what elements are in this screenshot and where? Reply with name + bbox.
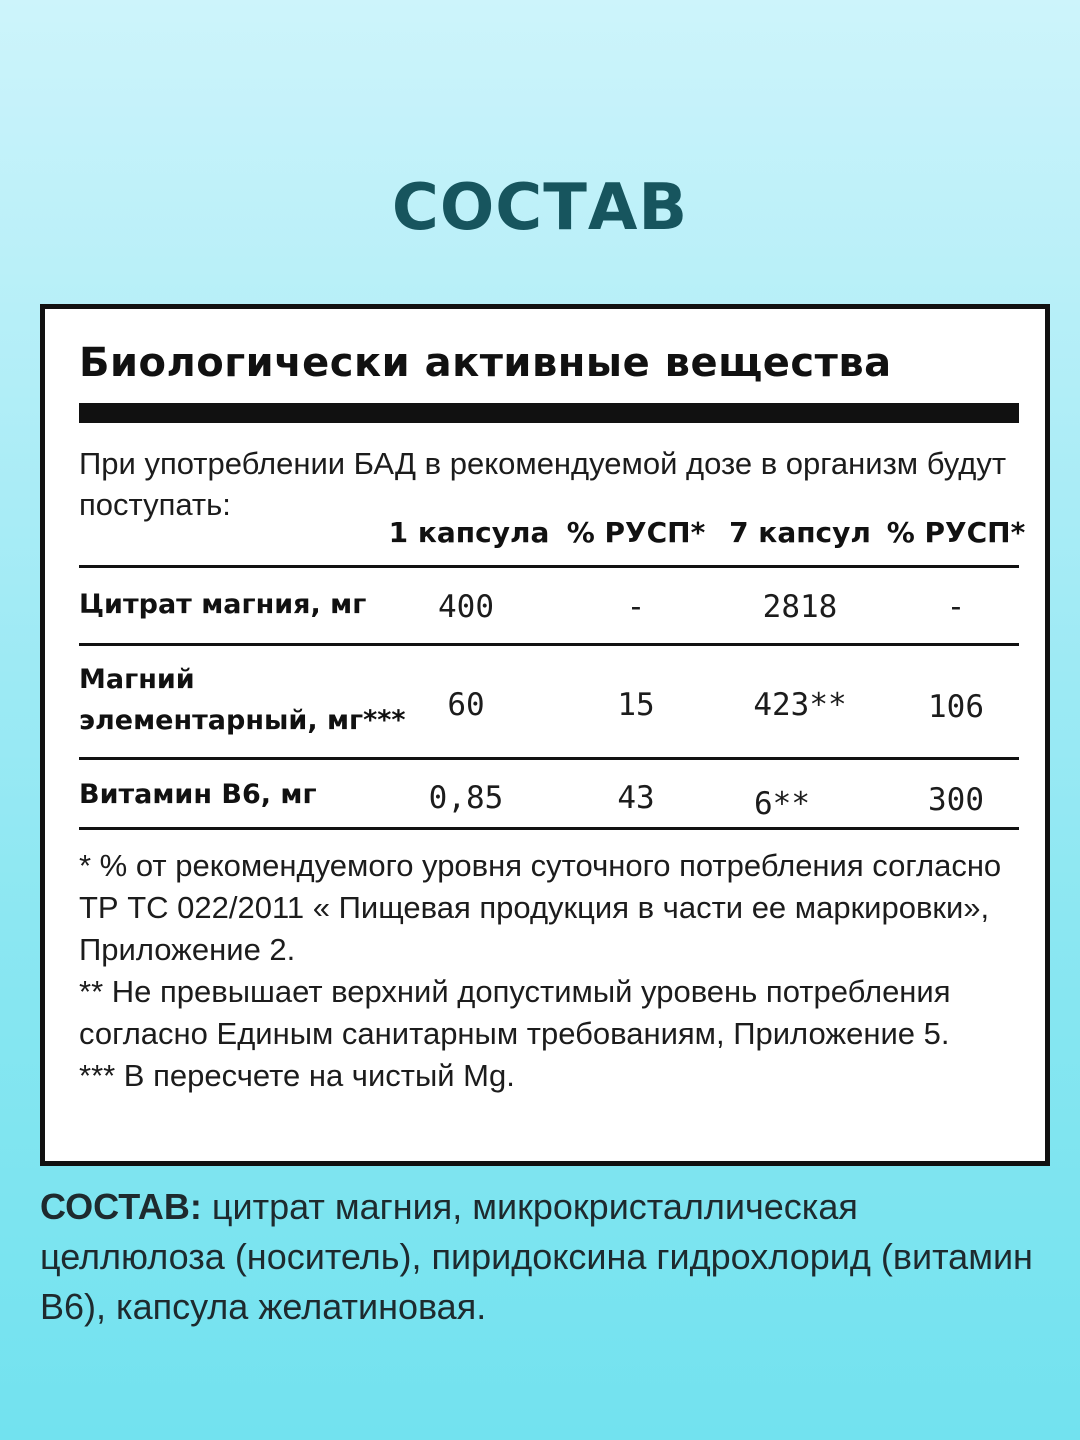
heading-rule bbox=[79, 403, 1019, 423]
cell-value: 43 bbox=[617, 780, 655, 816]
cell-value: 15 bbox=[617, 687, 655, 723]
page-title: СОСТАВ bbox=[391, 171, 689, 245]
footnote: ** Не превышает верхний допустимый уровень потребления согласно Единым санитарным требованиям, Приложение 5. bbox=[79, 974, 951, 1051]
table-divider bbox=[79, 757, 1019, 760]
cell-value: - bbox=[946, 589, 966, 625]
row-name-magnesium-citrate: Цитрат магния, мг bbox=[79, 589, 367, 620]
table-divider bbox=[79, 827, 1019, 830]
composition-label: СОСТАВ: bbox=[40, 1186, 202, 1227]
column-header-rusp-7: % РУСП* bbox=[886, 516, 1026, 549]
cell-value: 0,85 bbox=[428, 780, 504, 816]
cell-value: 300 bbox=[928, 782, 984, 818]
column-header-rusp-1: % РУСП* bbox=[566, 516, 706, 549]
cell-value: - bbox=[626, 589, 646, 625]
cell-value: 400 bbox=[438, 589, 494, 625]
cell-value: 423** bbox=[753, 687, 847, 723]
column-header-1-capsule: 1 капсула bbox=[388, 516, 550, 549]
row-name-elemental-magnesium-line1: Магний bbox=[79, 664, 195, 695]
composition-ingredients: цитрат магния, микрокристаллическая целлюлоза (носитель), пиридоксина гидрохлорид (витамин B6), капсула желатиновая. bbox=[40, 1186, 1033, 1327]
table-divider bbox=[79, 643, 1019, 646]
row-name-vitamin-b6: Витамин B6, мг bbox=[79, 779, 317, 810]
table-divider bbox=[79, 565, 1019, 568]
column-header-7-capsules: 7 капсул bbox=[729, 516, 871, 549]
footnote: * % от рекомендуемого уровня суточного потребления согласно ТР ТС 022/2011 « Пищевая продукция в части ее маркировки», Приложение 2. bbox=[79, 848, 1002, 967]
cell-value: 6** bbox=[754, 786, 810, 822]
row-name-elemental-magnesium-line2: элементарный, мг*** bbox=[79, 705, 406, 736]
footnotes bbox=[79, 845, 1014, 1097]
nutrition-panel bbox=[40, 304, 1050, 1166]
composition-text bbox=[40, 1182, 1040, 1332]
cell-value: 60 bbox=[447, 687, 485, 723]
footnote: *** В пересчете на чистый Mg. bbox=[79, 1058, 515, 1093]
cell-value: 2818 bbox=[762, 589, 838, 625]
intro-text: При употреблении БАД в рекомендуемой дозе в организм будут поступать: bbox=[79, 446, 1007, 522]
panel-heading: Биологически активные вещества bbox=[79, 340, 892, 386]
cell-value: 106 bbox=[928, 689, 984, 725]
